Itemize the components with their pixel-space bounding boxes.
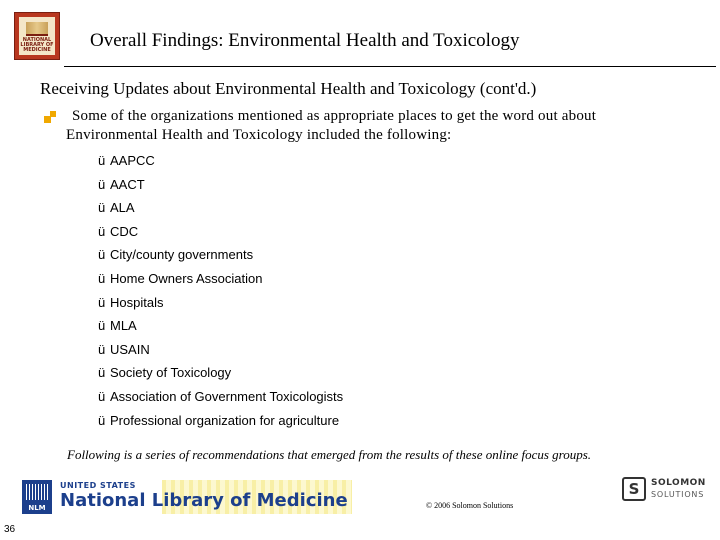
nlm-emblem-icon <box>22 480 52 514</box>
checkmark-icon: ü <box>98 270 106 286</box>
book-icon <box>26 22 48 36</box>
list-item: ü Home Owners Association <box>98 267 343 291</box>
list-item: ü City/county governments <box>98 243 343 267</box>
nlm-country: UNITED STATES <box>60 481 136 490</box>
checkmark-icon: ü <box>98 412 106 428</box>
page-number: 36 <box>4 524 16 535</box>
list-item: ü Society of Toxicology <box>98 361 343 385</box>
list-item: ü AAPCC <box>98 149 343 173</box>
intro-line-2: Environmental Health and Toxicology included the following: <box>66 127 452 143</box>
nlm-seal-logo <box>14 12 60 60</box>
list-item: ü AACT <box>98 173 343 197</box>
checkmark-icon: ü <box>98 365 106 381</box>
checkmark-icon: ü <box>98 247 106 263</box>
list-item: ü Professional organization for agriculture <box>98 409 343 433</box>
checkmark-icon: ü <box>98 223 106 239</box>
bullet-square-icon <box>44 109 62 125</box>
checkmark-icon: ü <box>98 200 106 216</box>
checkmark-icon: ü <box>98 294 106 310</box>
checkmark-icon: ü <box>98 341 106 357</box>
intro-line-1: Some of the organizations mentioned as appropriate places to get the word out about <box>72 108 597 124</box>
recommendations-note: Following is a series of recommendations that emerged from the results of these online focus groups. <box>67 447 592 462</box>
nlm-name: National Library of Medicine <box>60 490 348 511</box>
list-item: ü MLA <box>98 314 343 338</box>
checkmark-icon: ü <box>98 153 106 168</box>
solomon-solutions-logo <box>622 477 706 503</box>
nlm-seal-text: NATIONAL LIBRARY OF MEDICINE <box>20 37 54 53</box>
list-item: ü USAIN <box>98 338 343 362</box>
list-item: ü Association of Government Toxicologists <box>98 385 343 409</box>
list-item: ü ALA <box>98 196 343 220</box>
checkmark-icon: ü <box>98 318 106 334</box>
solomon-name: SOLOMON <box>651 478 706 488</box>
slide-title: Overall Findings: Environmental Health and Toxicology <box>90 30 520 51</box>
checkmark-icon: ü <box>98 388 106 404</box>
list-item: ü CDC <box>98 220 343 244</box>
nlm-abbr: NLM <box>28 504 46 512</box>
checkmark-icon: ü <box>98 176 106 192</box>
nlm-banner-logo <box>22 480 352 514</box>
title-divider <box>64 66 716 67</box>
solomon-s-icon: S <box>622 477 646 501</box>
copyright-notice: © 2006 Solomon Solutions <box>426 501 514 510</box>
section-heading: Receiving Updates about Environmental Health and Toxicology (cont'd.) <box>40 79 537 98</box>
solomon-sub: SOLUTIONS <box>651 490 705 499</box>
organization-list <box>98 149 343 432</box>
intro-paragraph <box>66 107 626 145</box>
list-item: ü Hospitals <box>98 291 343 315</box>
